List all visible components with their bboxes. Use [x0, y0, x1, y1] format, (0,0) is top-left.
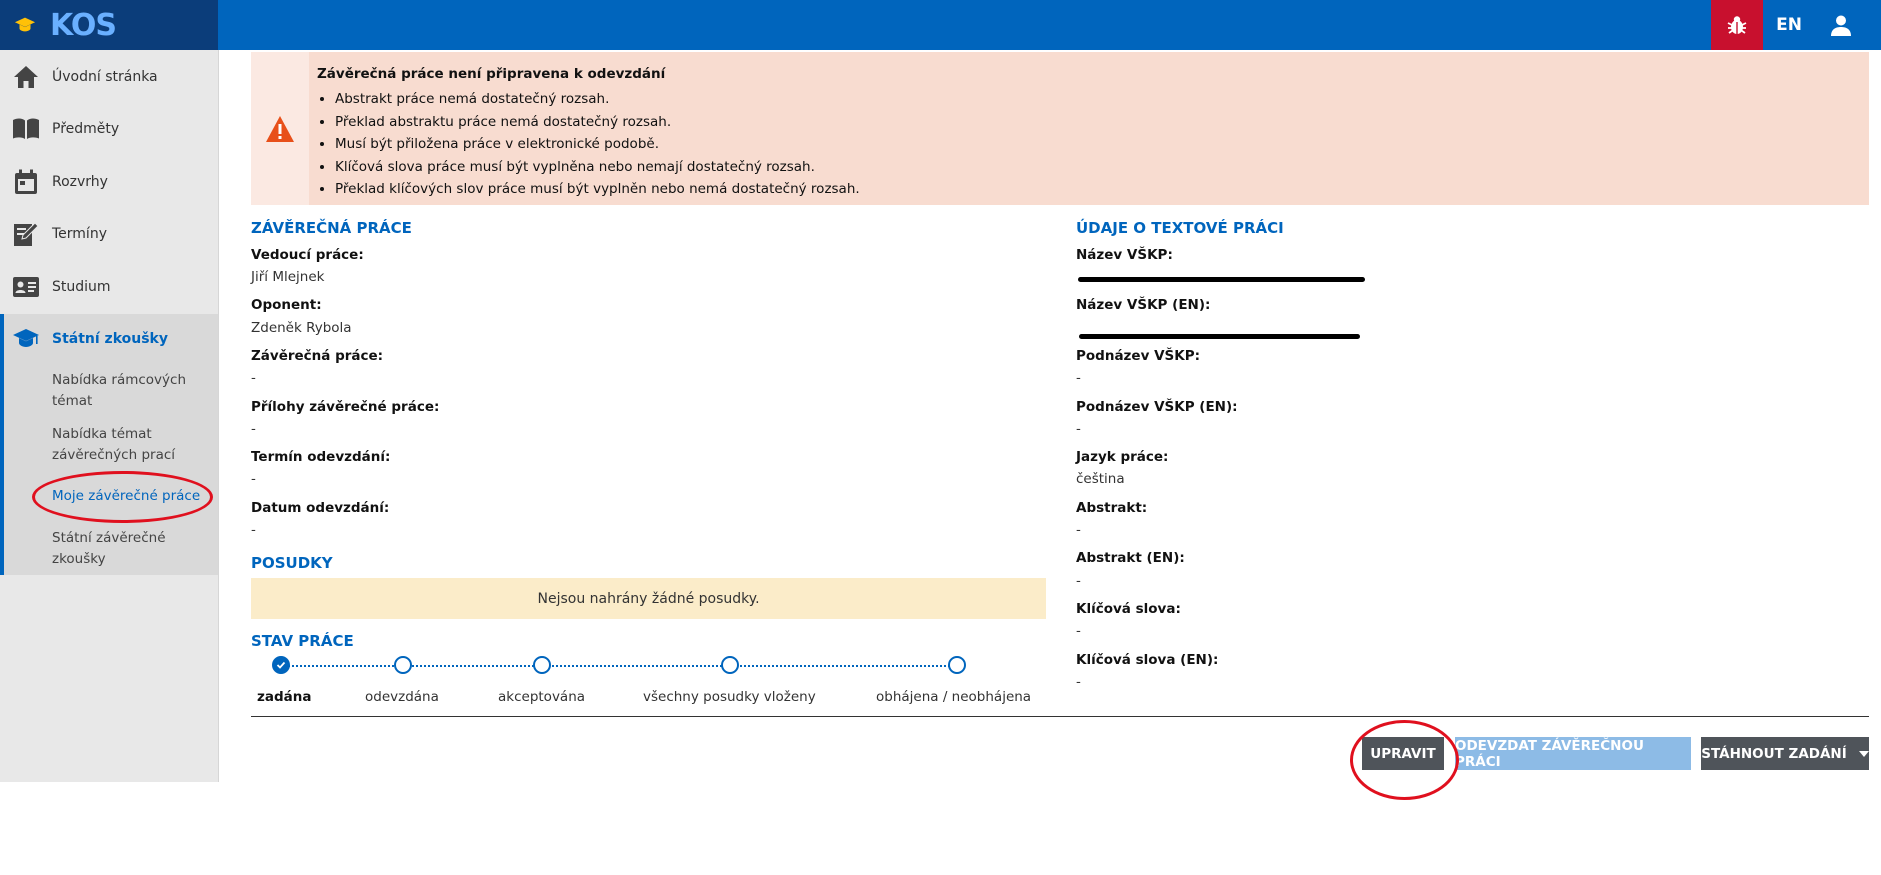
alert-item: • Musí být přiložena práce v elektronické podobě.	[335, 133, 860, 156]
graduation-cap-icon	[12, 325, 40, 353]
bug-icon	[1725, 13, 1749, 37]
warning-icon	[265, 115, 295, 143]
deadline-value: -	[251, 471, 256, 487]
status-section-title: STAV PRÁCE	[251, 632, 354, 650]
language-label: Jazyk práce:	[1076, 449, 1169, 465]
subtitle-label: Podnázev VŠKP:	[1076, 348, 1200, 364]
subtitle-en-label: Podnázev VŠKP (EN):	[1076, 399, 1238, 415]
deadline-label: Termín odevzdání:	[251, 449, 391, 465]
sidebar-item-label: Studium	[52, 279, 111, 295]
step-label-assigned: zadána	[257, 689, 312, 705]
alert-item: • Překlad abstraktu práce nemá dostatečný rozsah.	[335, 111, 860, 134]
logo[interactable]	[0, 0, 218, 50]
keywords-value: -	[1076, 623, 1081, 639]
alert-item: • Překlad klíčových slov práce musí být vyplněn nebo nemá dostatečný rozsah.	[335, 178, 860, 201]
sidebar	[0, 50, 219, 782]
step-label-defended: obhájena / neobhájena	[876, 689, 1032, 705]
sidebar-subitem-thesis-topics[interactable]: Nabídka témat závěrečných prací	[52, 426, 176, 463]
sidebar-item-label: Rozvrhy	[52, 174, 108, 190]
title-label: Název VŠKP:	[1076, 247, 1173, 263]
keywords-label: Klíčová slova:	[1076, 601, 1181, 617]
opponent-label: Oponent:	[251, 297, 322, 313]
thesis-section-title: ZÁVĚREČNÁ PRÁCE	[251, 219, 412, 237]
submission-date-value: -	[251, 522, 256, 538]
book-icon	[12, 115, 40, 143]
sidebar-item-label: Předměty	[52, 121, 120, 137]
not-ready-alert	[251, 52, 1869, 205]
abstract-label: Abstrakt:	[1076, 500, 1148, 516]
alert-item: • Klíčová slova práce musí být vyplněna nebo nemají dostatečný rozsah.	[335, 156, 860, 179]
submission-date-label: Datum odevzdání:	[251, 500, 390, 516]
supervisor-value: Jiří Mlejnek	[251, 269, 325, 285]
keywords-en-label: Klíčová slova (EN):	[1076, 652, 1219, 668]
user-menu-button[interactable]	[1815, 0, 1867, 50]
thesis-file-label: Závěrečná práce:	[251, 348, 384, 364]
step-dot-defended	[948, 656, 966, 674]
check-icon	[276, 660, 286, 670]
step-dot-submitted	[394, 656, 412, 674]
sidebar-item-label: Termíny	[52, 226, 107, 242]
alert-list	[317, 88, 860, 201]
sidebar-item-schedules[interactable]	[0, 160, 218, 204]
sidebar-item-state-exams[interactable]	[0, 317, 218, 361]
progress-line	[281, 665, 957, 667]
no-reviews-message: Nejsou nahrány žádné posudky.	[251, 578, 1046, 619]
subtitle-value: -	[1076, 370, 1081, 386]
text-info-section-title: ÚDAJE O TEXTOVÉ PRÁCI	[1076, 219, 1284, 237]
sidebar-subitem-my-theses[interactable]: Moje závěrečné práce	[52, 488, 201, 504]
sidebar-item-subjects[interactable]	[0, 107, 218, 151]
user-icon	[1829, 13, 1853, 37]
abstract-value: -	[1076, 522, 1081, 538]
redacted-title	[1078, 277, 1365, 282]
step-dot-accepted	[533, 656, 551, 674]
caret-down-icon	[1859, 751, 1869, 757]
language-value: čeština	[1076, 471, 1125, 487]
step-dot-reviews	[721, 656, 739, 674]
sidebar-item-home[interactable]	[0, 55, 218, 99]
supervisor-label: Vedoucí práce:	[251, 247, 364, 263]
attachments-value: -	[251, 421, 256, 437]
attachments-label: Přílohy závěrečné práce:	[251, 399, 440, 415]
divider	[251, 716, 1869, 717]
report-bug-button[interactable]	[1711, 0, 1763, 50]
edit-icon	[12, 220, 40, 248]
highlight-annotation	[1350, 720, 1459, 800]
sidebar-subitem-state-final-exams[interactable]: Státní závěrečné zkoušky	[52, 530, 166, 567]
alert-item: • Abstrakt práce nemá dostatečný rozsah.	[335, 88, 860, 111]
step-label-submitted: odevzdána	[365, 689, 439, 705]
submit-thesis-label: ODEVZDAT ZÁVĚREČNOU PRÁCI	[1455, 737, 1644, 770]
highlight-annotation	[32, 471, 213, 523]
step-dot-assigned	[272, 656, 290, 674]
sidebar-subitem-framework-topics[interactable]: Nabídka rámcových témat	[52, 372, 187, 409]
id-card-icon	[12, 273, 40, 301]
reviews-section-title: POSUDKY	[251, 554, 333, 572]
step-label-accepted: akceptována	[498, 689, 586, 705]
graduation-cap-icon	[14, 14, 36, 36]
opponent-value: Zdeněk Rybola	[251, 320, 352, 336]
abstract-en-label: Abstrakt (EN):	[1076, 550, 1185, 566]
abstract-en-value: -	[1076, 573, 1081, 589]
download-assignment-label: STÁHNOUT ZADÁNÍ	[1701, 745, 1847, 762]
sidebar-item-label: Státní zkoušky	[52, 331, 168, 347]
alert-title: Závěrečná práce není připravena k odevzdání	[317, 66, 666, 82]
calendar-icon	[12, 168, 40, 196]
download-assignment-button[interactable]	[1701, 737, 1869, 770]
sidebar-item-label: Úvodní stránka	[52, 69, 158, 85]
thesis-file-value: -	[251, 370, 256, 386]
redacted-title-en	[1079, 334, 1360, 339]
sidebar-item-studies[interactable]	[0, 265, 218, 309]
top-bar	[0, 0, 1881, 50]
language-switch[interactable]: EN	[1776, 15, 1802, 35]
subtitle-en-value: -	[1076, 421, 1081, 437]
submit-thesis-button[interactable]	[1455, 737, 1691, 770]
title-en-label: Název VŠKP (EN):	[1076, 297, 1211, 313]
sidebar-item-terms[interactable]	[0, 212, 218, 256]
home-icon	[12, 63, 40, 91]
logo-text: KOS	[50, 7, 117, 43]
edit-button-label: UPRAVIT	[1370, 745, 1436, 762]
step-label-reviews: všechny posudky vloženy	[643, 689, 816, 705]
keywords-en-value: -	[1076, 674, 1081, 690]
